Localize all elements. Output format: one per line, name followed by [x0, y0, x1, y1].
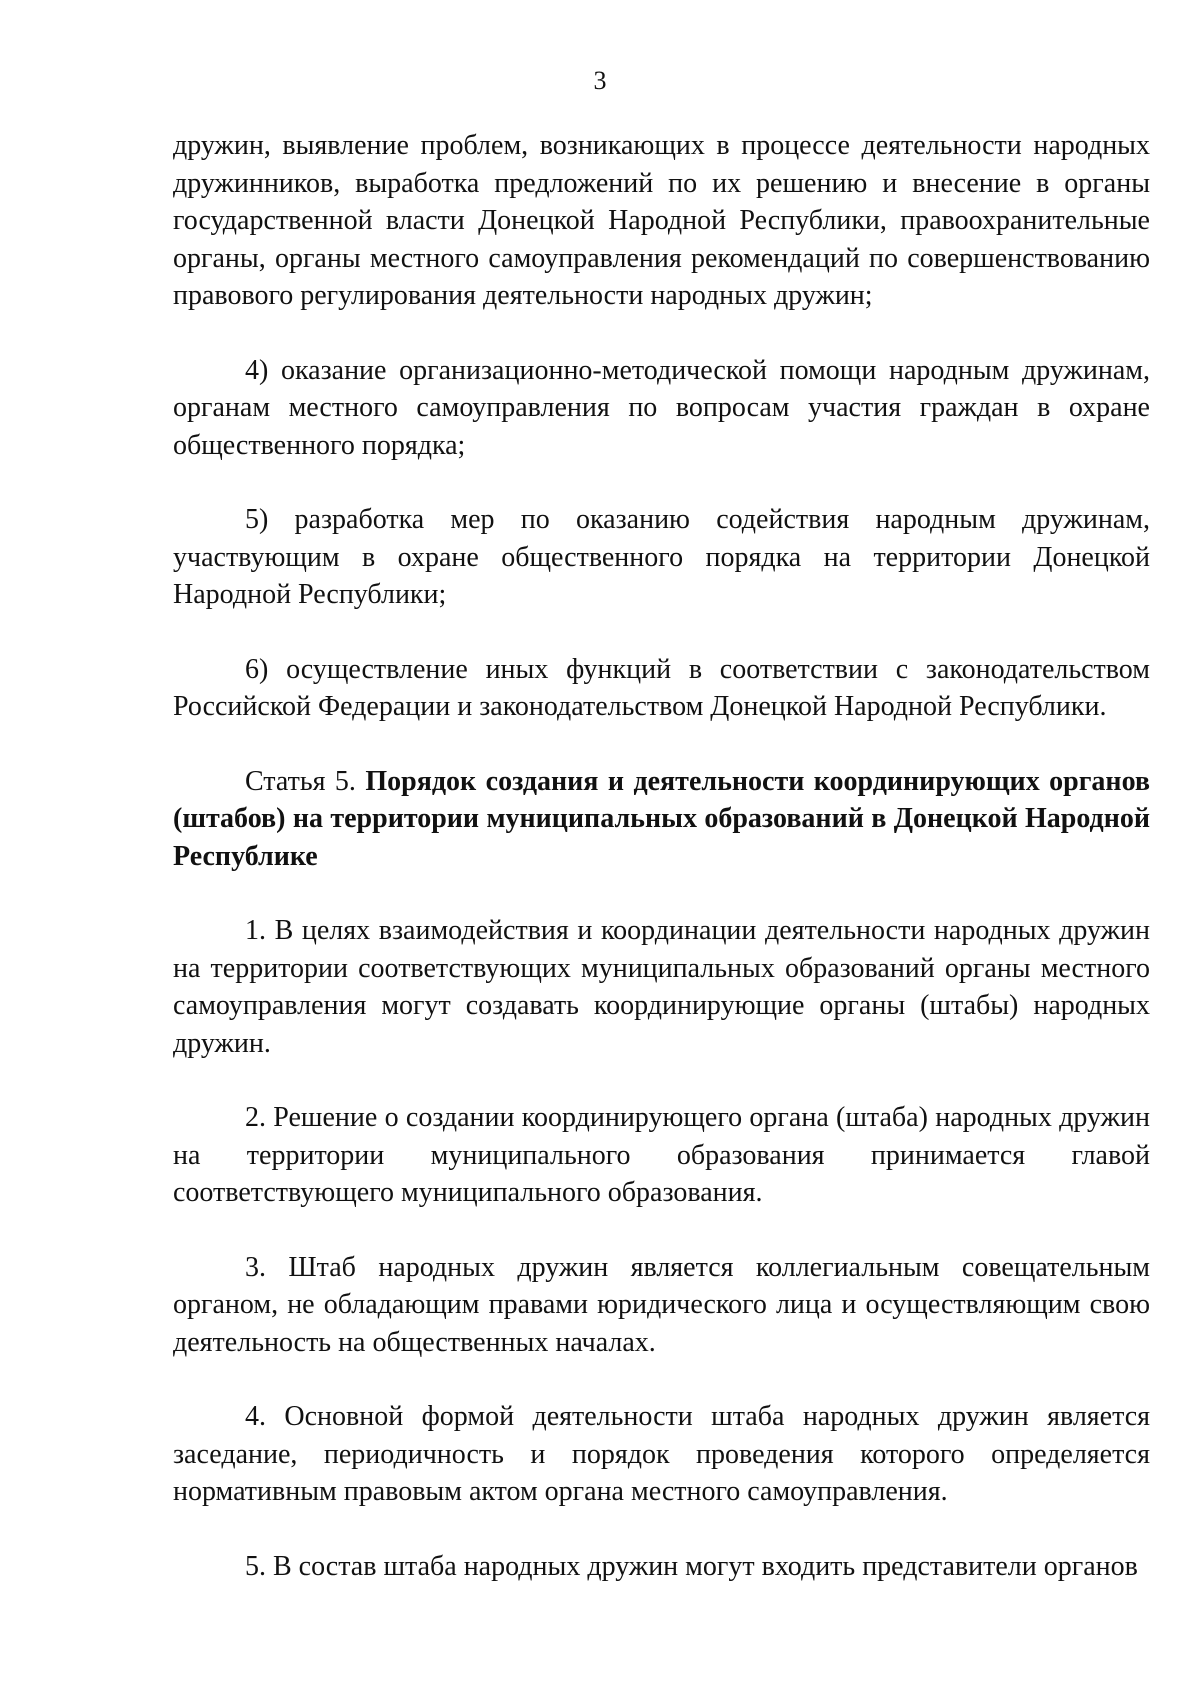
paragraph-item-4: 4) оказание организационно-методической помощи народным дружинам, органам местного самоуправления по вопросам участия граждан в охране общественного порядка; [173, 354, 1150, 461]
page-number: 3 [593, 66, 607, 95]
article-clause-1: 1. В целях взаимодействия и координации деятельности народных дружин на территории соответствующих муниципальных образований органы местного самоуправления могут создавать координирующие органы (штабы) народных дружин. [173, 915, 1150, 1059]
article-number: Статья 5. [245, 765, 366, 797]
article-clause-3: 3. Штаб народных дружин является коллегиальным совещательным органом, не обладающим правами юридического лица и осуществляющим свою деятельность на общественных началах. [173, 1251, 1150, 1358]
document-body [173, 127, 1150, 1585]
article-title: Порядок создания и деятельности координирующих органов (штабов) на территории муниципальных образований в Донецкой Народной Республике [173, 765, 1150, 872]
paragraph-item-6: 6) осуществление иных функций в соответствии с законодательством Российской Федерации и законодательством Донецкой Народной Республики. [173, 653, 1150, 722]
paragraph-continuation: дружин, выявление проблем, возникающих в процессе деятельности народных дружинников, выработка предложений по их решению и внесение в органы государственной власти Донецкой Народной Республики, правоохранительные органы, органы местного самоуправления рекомендаций по совершенствованию правового регулирования деятельности народных дружин; [173, 130, 1150, 311]
article-clause-5: 5. В состав штаба народных дружин могут входить представители органов [245, 1550, 1138, 1582]
paragraph-item-5: 5) разработка мер по оказанию содействия народным дружинам, участвующим в охране общественного порядка на территории Донецкой Народной Республики; [173, 504, 1150, 610]
article-clause-4: 4. Основной формой деятельности штаба народных дружин является заседание, периодичность и порядок проведения которого определяется нормативным правовым актом органа местного самоуправления. [173, 1401, 1150, 1507]
article-clause-2: 2. Решение о создании координирующего органа (штаба) народных дружин на территории муниципального образования принимается главой соответствующего муниципального образования. [173, 1102, 1150, 1208]
article-heading [173, 763, 1150, 876]
